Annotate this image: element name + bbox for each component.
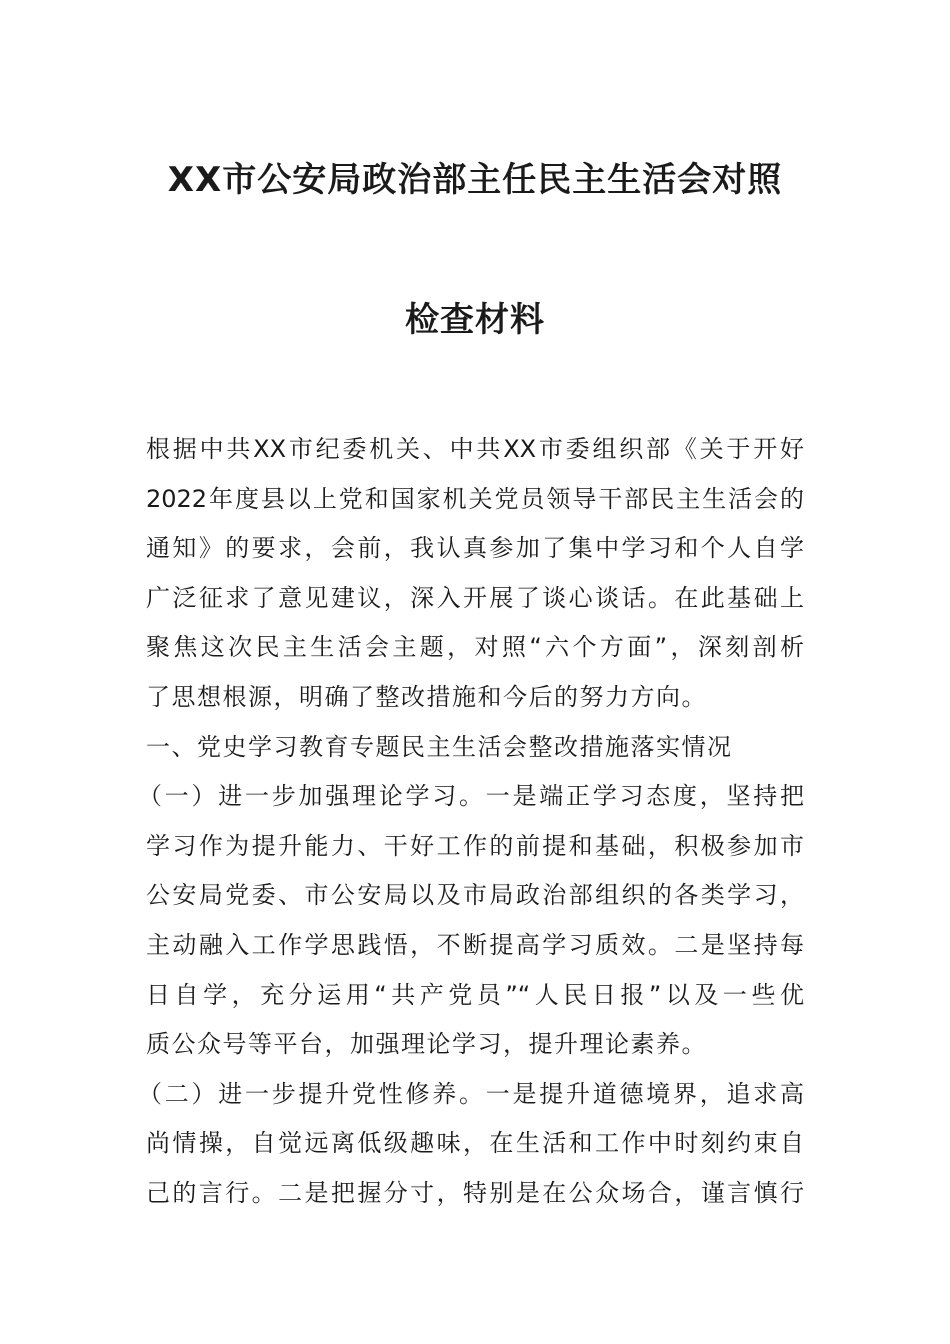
paragraph-line: 主动融入工作学思践悟，不断提高学习质效。二是坚持每 <box>146 930 804 959</box>
document-title-line-2: 检查材料 <box>405 300 545 340</box>
document-title-line-1: XX市公安局政治部主任民主生活会对照 <box>167 160 783 200</box>
paragraph-line: 学习作为提升能力、干好工作的前提和基础，积极参加市 <box>146 831 804 860</box>
paragraph-line: 己的言行。二是把握分寸，特别是在公众场合，谨言慎行 <box>146 1178 804 1207</box>
paragraph-line: 日自学，充分运用“共产党员”“人民日报”以及一些优 <box>146 980 804 1009</box>
paragraph-line: 通知》的要求，会前，我认真参加了集中学习和个人自学 <box>146 534 804 563</box>
paragraph-line: 根据中共XX市纪委机关、中共XX市委组织部《关于开好 <box>146 435 804 463</box>
paragraph-line: 了思想根源，明确了整改措施和今后的努力方向。 <box>146 682 707 711</box>
section-heading: 一、党史学习教育专题民主生活会整改措施落实情况 <box>146 732 733 761</box>
document-body <box>138 425 804 1219</box>
paragraph-line: （二）进一步提升党性修养。一是提升道德境界，追求高 <box>138 1079 804 1108</box>
paragraph-line: 公安局党委、市公安局以及市局政治部组织的各类学习， <box>146 881 804 910</box>
paragraph-line: 质公众号等平台，加强理论学习，提升理论素养。 <box>146 1030 707 1059</box>
paragraph-line: 聚焦这次民主生活会主题，对照“六个方面”，深刻剖析 <box>146 633 804 662</box>
paragraph-line: （一）进一步加强理论学习。一是端正学习态度，坚持把 <box>138 782 804 811</box>
paragraph-line: 广泛征求了意见建议，深入开展了谈心谈话。在此基础上 <box>146 583 804 612</box>
paragraph-line: 2022年度县以上党和国家机关党员领导干部民主生活会的 <box>146 484 804 513</box>
paragraph-line: 尚情操，自觉远离低级趣味，在生活和工作中时刻约束自 <box>146 1129 804 1158</box>
